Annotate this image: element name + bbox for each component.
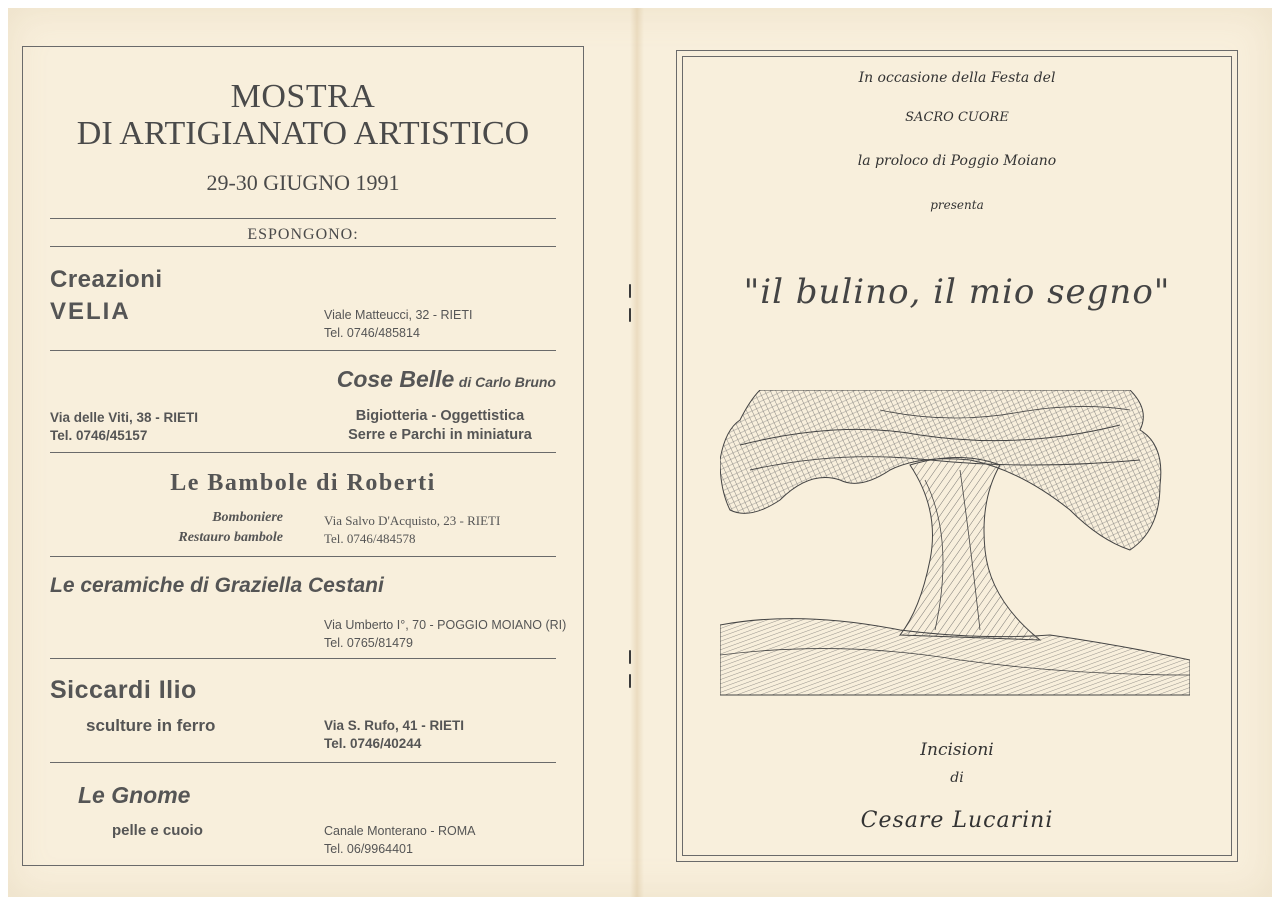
divider	[50, 218, 556, 219]
exhibitors-heading: ESPONGONO:	[247, 226, 359, 243]
exhibitor-5-address: Via S. Rufo, 41 - RIETI	[324, 718, 465, 733]
exhibitor-1-address: Viale Matteucci, 32 - RIETI	[324, 308, 473, 322]
exhibitor-3-name: Le Bambole di Roberti	[170, 470, 436, 496]
exhibitor-3-desc-line1: Bomboniere	[212, 510, 283, 525]
exhibition-dates: 29-30 GIUGNO 1991	[206, 170, 400, 195]
exhibitor-6-phone: Tel. 06/9964401	[324, 842, 413, 856]
exhibitor-3-desc-line2: Restauro bambole	[178, 530, 283, 545]
exhibitor-6-name: Le Gnome	[78, 782, 191, 808]
left-page-frame	[22, 46, 584, 866]
exhibitor-1-phone: Tel. 0746/485814	[324, 326, 420, 340]
artist-name: Cesare Lucarini	[860, 808, 1054, 833]
exhibitor-1-name-line2: VELIA	[50, 298, 131, 325]
exhibitor-2-name: Cose Belle	[336, 366, 455, 392]
intro-line1: In occasione della Festa del	[858, 70, 1056, 86]
divider	[50, 556, 556, 557]
exhibitor-1-name-line1: Creazioni	[50, 266, 163, 293]
exhibitor-2-phone: Tel. 0746/45157	[50, 428, 148, 443]
exhibitor-4-phone: Tel. 0765/81479	[324, 636, 413, 650]
exhibitor-5-desc: sculture in ferro	[86, 716, 216, 735]
staple-bottom	[629, 650, 631, 664]
exhibitor-2-desc-line1: Bigiotteria - Oggettistica	[355, 408, 525, 424]
exhibitor-5-phone: Tel. 0746/40244	[324, 736, 422, 751]
exhibitor-4-name: Le ceramiche di Graziella Cestani	[50, 574, 384, 597]
subtitle-line1: Incisioni	[920, 740, 994, 760]
intro-line2: SACRO CUORE	[905, 110, 1009, 125]
exhibitor-2-name-block	[324, 366, 556, 393]
exhibitor-4-address: Via Umberto I°, 70 - POGGIO MOIANO (RI)	[324, 618, 567, 632]
exhibition-title-line2: DI ARTIGIANATO ARTISTICO	[76, 115, 530, 152]
divider	[50, 762, 556, 763]
exhibitor-2-desc-line2: Serre e Parchi in miniatura	[348, 427, 532, 443]
exhibitor-3-phone: Tel. 0746/484578	[324, 531, 416, 546]
exhibitor-2-address: Via delle Viti, 38 - RIETI	[50, 410, 199, 425]
exhibitor-2-name-suffix: di Carlo Bruno	[458, 374, 556, 390]
intro-line4: presenta	[930, 198, 984, 212]
staple-top	[629, 284, 631, 298]
divider	[50, 246, 556, 247]
staple-top-2	[629, 308, 631, 322]
divider	[50, 452, 556, 453]
divider	[50, 658, 556, 659]
exhibitor-3-address: Via Salvo D'Acquisto, 23 - RIETI	[324, 513, 501, 528]
exhibitor-6-address: Canale Monterano - ROMA	[324, 824, 476, 838]
engraving-trunk	[900, 458, 1040, 641]
subtitle-line2: di	[950, 770, 964, 786]
divider	[50, 350, 556, 351]
staple-bottom-2	[629, 674, 631, 688]
exhibition-title-line1: MOSTRA	[230, 78, 376, 115]
exhibitor-5-name: Siccardi Ilio	[50, 676, 197, 704]
intro-line3: la proloco di Poggio Moiano	[857, 153, 1057, 169]
center-fold	[630, 8, 644, 897]
booklet-title: "il bulino, il mio segno"	[743, 272, 1171, 312]
engraving-illustration	[720, 390, 1190, 700]
exhibitor-6-desc: pelle e cuoio	[112, 822, 203, 839]
